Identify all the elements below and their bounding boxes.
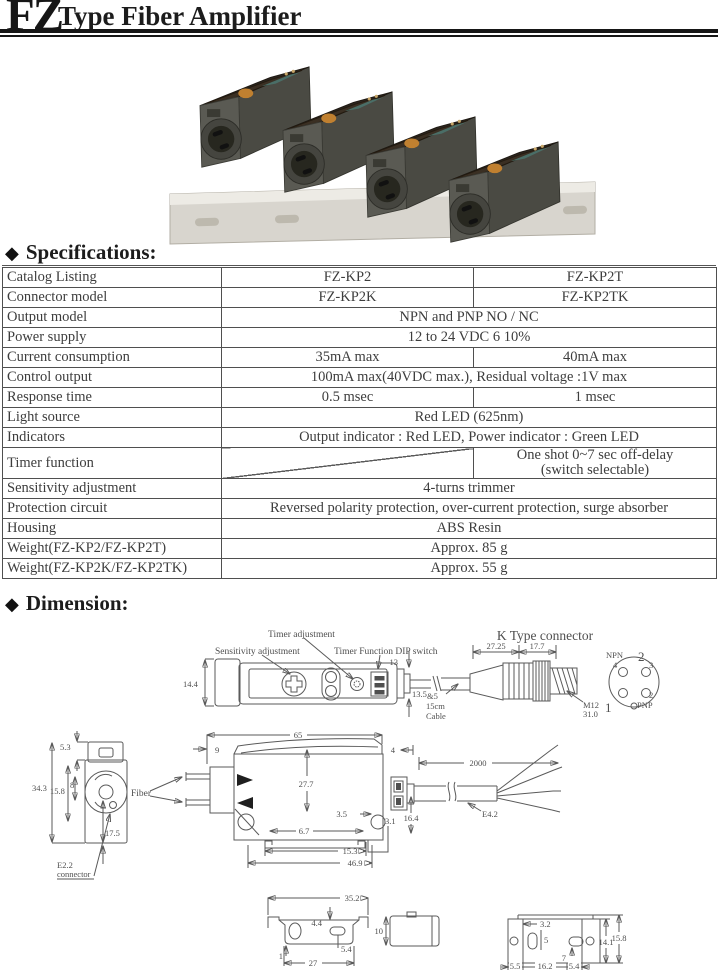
spec-value: 35mA max [222, 348, 474, 368]
spec-label: Current consumption [3, 348, 222, 368]
spec-value: Red LED (625nm) [222, 408, 717, 428]
dim-14-4: 14.4 [183, 679, 198, 689]
spec-row-indicators [3, 428, 717, 448]
spec-label: Weight(FZ-KP2K/FZ-KP2TK) [3, 559, 222, 579]
cable-length-label: 15cm [426, 701, 445, 711]
product-photo [125, 42, 605, 247]
spec-value: ABS Resin [222, 519, 717, 539]
table-top-line [2, 265, 716, 266]
cable-dia-e42: E4.2 [482, 809, 498, 819]
dim-3-2: 3.2 [540, 919, 551, 929]
spec-label: Response time [3, 388, 222, 408]
dim-7: 7 [561, 953, 566, 963]
e22-label-line1: E2.2 [57, 860, 73, 870]
dim-16-4: 16.4 [403, 813, 419, 823]
spec-label: Light source [3, 408, 222, 428]
timer-value-line2: (switch selectable) [540, 462, 650, 479]
pin2-label: 2 [649, 690, 654, 700]
top-view-drawing [183, 630, 458, 721]
dimension-heading-label: Dimension: [25, 591, 129, 615]
spec-label: Output model [3, 308, 222, 328]
spec-row-response-time [3, 388, 717, 408]
npn-label: NPN [606, 650, 624, 660]
spec-row-connector-model [3, 288, 717, 308]
spec-value: FZ-KP2T [474, 268, 717, 288]
spec-row-housing [3, 519, 717, 539]
spec-label: Timer function [3, 448, 222, 479]
dim-27: 27 [308, 958, 318, 968]
dim-1: 1 [278, 951, 283, 961]
dim-9: 9 [215, 745, 220, 755]
dim-6-7: 6.7 [298, 826, 310, 836]
spec-row-protection-circuit [3, 499, 717, 519]
pnp-label: PNP [637, 700, 653, 710]
dim-3-1: 3.1 [385, 816, 396, 826]
dim-8: 8 [70, 780, 75, 790]
spec-value: 0.5 msec [222, 388, 474, 408]
diamond-icon: ◆ [5, 243, 19, 264]
spec-value: 12 to 24 VDC 6 10% [222, 328, 717, 348]
side-view-drawing [131, 730, 562, 868]
dim-5: 5 [544, 935, 549, 945]
spec-na-cell [222, 448, 474, 479]
dim-16-2: 16.2 [537, 961, 553, 971]
timer-value-line1: One shot 0~7 sec off-delay [516, 447, 674, 463]
dim-4: 4 [390, 745, 395, 755]
timer-adjustment-label: Timer adjustment [268, 630, 335, 640]
dim-15-8: 15.8 [611, 933, 627, 943]
k-connector-drawing [441, 628, 659, 719]
bracket-plate-drawing [501, 915, 626, 971]
specifications-table [2, 267, 717, 579]
dim-34-3: 34.3 [32, 783, 47, 793]
pin1-label: 1 [605, 700, 612, 715]
spec-row-catalog-listing [3, 268, 717, 288]
spec-value: Reversed polarity protection, over-current protection, surge absorber [222, 499, 717, 519]
dim-65: 65 [293, 730, 303, 740]
spec-label: Connector model [3, 288, 222, 308]
dim-5-4: 5.4 [341, 944, 352, 954]
spec-row-timer-function [3, 448, 717, 479]
bracket-front-drawing [268, 893, 439, 968]
indicator-window [322, 668, 340, 700]
dim-10: 10 [374, 926, 383, 936]
e22-connector-face [85, 771, 127, 813]
spec-label: Control output [3, 368, 222, 388]
dim-5-3: 5.3 [60, 742, 71, 752]
spec-value [474, 448, 717, 479]
sensitivity-adjustment-label: Sensitivity adjustment [215, 647, 300, 657]
spec-value: FZ-KP2 [222, 268, 474, 288]
fiber-out-arrow [237, 797, 253, 809]
spec-row-light-source [3, 408, 717, 428]
m12-label: M12 [583, 700, 600, 710]
spec-value: Approx. 85 g [222, 539, 717, 559]
cable-dia-label: &5 [427, 691, 438, 701]
brand-logo: FZ [6, 0, 63, 41]
spec-label: Housing [3, 519, 222, 539]
spec-value: 1 msec [474, 388, 717, 408]
specifications-heading-label: Specifications: [25, 240, 157, 264]
dim-46-9: 46.9 [347, 858, 363, 868]
spec-row-weight-kp2k [3, 559, 717, 579]
spec-row-control-output [3, 368, 717, 388]
spec-value: NPN and PNP NO / NC [222, 308, 717, 328]
dip-switch-label: Timer Function DIP switch [334, 647, 438, 657]
spec-value: Approx. 55 g [222, 559, 717, 579]
page-title: Type Fiber Amplifier [58, 1, 302, 31]
pin4-label: 4 [613, 660, 618, 670]
pin3-label: 3 [649, 660, 654, 670]
diamond-icon: ◆ [5, 594, 19, 615]
specifications-heading [5, 240, 157, 265]
dim-35-2: 35.2 [344, 893, 360, 903]
dim-31-0: 31.0 [583, 709, 598, 719]
spec-row-power-supply [3, 328, 717, 348]
dim-5-4-plate: 5.4 [568, 961, 580, 971]
dim-13: 13 [389, 657, 398, 667]
dim-4-4: 4.4 [311, 918, 322, 928]
dim-5-5: 5.5 [509, 961, 521, 971]
fiber-label: Fiber [131, 789, 152, 799]
spec-value: 40mA max [474, 348, 717, 368]
dim-14-1: 14.1 [598, 937, 614, 947]
spec-row-output-model [3, 308, 717, 328]
spec-label: Protection circuit [3, 499, 222, 519]
e22-label-line2: connector [57, 869, 91, 879]
fiber-in-arrow [237, 774, 253, 786]
dim-27-25: 27.25 [486, 641, 506, 651]
spec-row-weight-kp2 [3, 539, 717, 559]
dim-17-5: 17.5 [105, 828, 120, 838]
spec-row-current-consumption [3, 348, 717, 368]
spec-value: Output indicator : Red LED, Power indicator : Green LED [222, 428, 717, 448]
spec-value: 4-turns trimmer [222, 479, 717, 499]
dim-3-5: 3.5 [336, 809, 347, 819]
dim-15-3: 15.3 [342, 846, 358, 856]
spec-label: Sensitivity adjustment [3, 479, 222, 499]
cable-word-label: Cable [426, 711, 446, 721]
spec-value: 100mA max(40VDC max.), Residual voltage :1V max [222, 368, 717, 388]
spec-label: Indicators [3, 428, 222, 448]
spec-label: Catalog Listing [3, 268, 222, 288]
spec-value: FZ-KP2TK [474, 288, 717, 308]
spec-value: FZ-KP2K [222, 288, 474, 308]
timer-trimmer [351, 678, 364, 691]
dim-2000: 2000 [469, 758, 487, 768]
dimension-drawings [0, 613, 718, 971]
spec-label: Power supply [3, 328, 222, 348]
dim-17-7: 17.7 [529, 641, 545, 651]
header-rule [0, 29, 718, 37]
front-view-drawing [32, 731, 127, 879]
pin-diagram [605, 649, 659, 715]
spec-row-sensitivity-adjustment [3, 479, 717, 499]
dim-15-8: 15.8 [50, 786, 65, 796]
dim-13-5: 13.5 [412, 689, 427, 699]
dim-27-7: 27.7 [298, 779, 314, 789]
k-connector-title: K Type connector [496, 628, 594, 643]
spec-label: Weight(FZ-KP2/FZ-KP2T) [3, 539, 222, 559]
pin2-big-label: 2 [638, 649, 645, 664]
